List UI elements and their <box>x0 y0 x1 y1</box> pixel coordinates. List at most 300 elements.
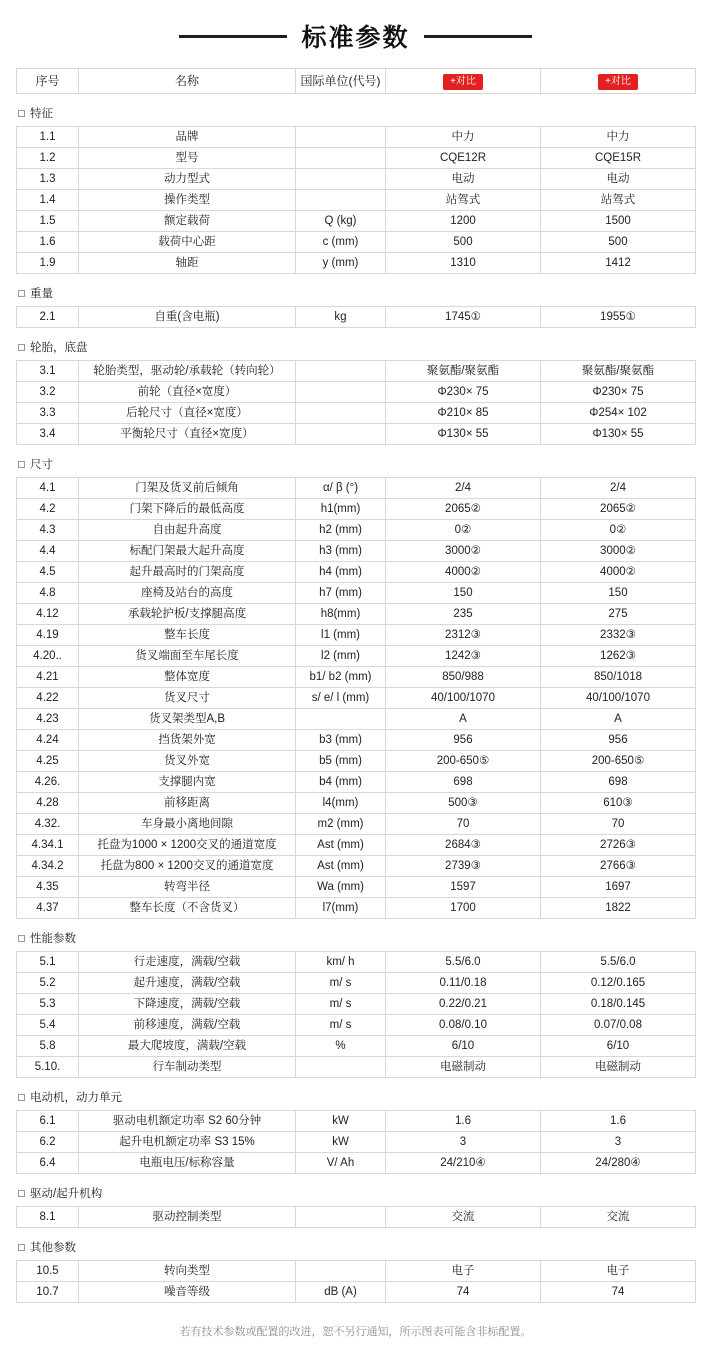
row-number: 4.34.2 <box>17 856 79 877</box>
row-value-model-2: 2065② <box>541 499 696 520</box>
row-number: 4.22 <box>17 688 79 709</box>
table-row <box>17 361 696 382</box>
row-unit: V/ Ah <box>296 1153 386 1174</box>
column-header-unit: 国际单位(代号) <box>296 69 386 94</box>
row-value-model-1: 956 <box>386 730 541 751</box>
row-name: 支撑腿内宽 <box>79 772 296 793</box>
row-name: 托盘为800 × 1200交叉的通道宽度 <box>79 856 296 877</box>
compare-button-model-2[interactable]: +对比 <box>598 74 638 90</box>
section-table <box>16 1110 696 1174</box>
row-number: 4.37 <box>17 898 79 919</box>
row-value-model-1: 698 <box>386 772 541 793</box>
row-value-model-1: 3 <box>386 1132 541 1153</box>
table-row <box>17 1207 696 1228</box>
table-row <box>17 562 696 583</box>
row-name: 载荷中心距 <box>79 232 296 253</box>
row-value-model-1: 1700 <box>386 898 541 919</box>
row-value-model-2: 0.12/0.165 <box>541 973 696 994</box>
row-value-model-1: 500 <box>386 232 541 253</box>
table-row <box>17 898 696 919</box>
table-row <box>17 1057 696 1078</box>
row-value-model-1: Φ130× 55 <box>386 424 541 445</box>
page-title <box>16 0 695 68</box>
row-name: 下降速度，满载/空载 <box>79 994 296 1015</box>
section-header <box>16 1228 695 1260</box>
section-label: 特征 <box>30 108 53 120</box>
row-value-model-1: 中力 <box>386 127 541 148</box>
table-row <box>17 403 696 424</box>
table-row <box>17 667 696 688</box>
row-unit: h2 (mm) <box>296 520 386 541</box>
section-table <box>16 306 696 328</box>
row-value-model-2: 交流 <box>541 1207 696 1228</box>
table-row <box>17 877 696 898</box>
section-header <box>16 445 695 477</box>
row-name: 自由起升高度 <box>79 520 296 541</box>
row-number: 5.2 <box>17 973 79 994</box>
row-number: 6.2 <box>17 1132 79 1153</box>
row-value-model-2: 电磁制动 <box>541 1057 696 1078</box>
row-unit: y (mm) <box>296 253 386 274</box>
table-row <box>17 382 696 403</box>
row-name: 品牌 <box>79 127 296 148</box>
row-value-model-2: 1.6 <box>541 1111 696 1132</box>
row-value-model-1: 电子 <box>386 1261 541 1282</box>
row-value-model-1: 2/4 <box>386 478 541 499</box>
row-name: 自重(含电瓶) <box>79 307 296 328</box>
table-row <box>17 1153 696 1174</box>
row-unit <box>296 148 386 169</box>
row-unit: b4 (mm) <box>296 772 386 793</box>
row-unit: m/ s <box>296 994 386 1015</box>
table-row <box>17 583 696 604</box>
row-number: 4.35 <box>17 877 79 898</box>
row-unit: m2 (mm) <box>296 814 386 835</box>
row-unit <box>296 403 386 424</box>
table-row <box>17 1036 696 1057</box>
row-number: 4.26. <box>17 772 79 793</box>
table-row <box>17 499 696 520</box>
row-value-model-1: 2065② <box>386 499 541 520</box>
row-unit: dB (A) <box>296 1282 386 1303</box>
row-name: 电瓶电压/标称容量 <box>79 1153 296 1174</box>
row-name: 驱动电机额定功率 S2 60分钟 <box>79 1111 296 1132</box>
row-value-model-1: 站驾式 <box>386 190 541 211</box>
row-unit: l2 (mm) <box>296 646 386 667</box>
table-row <box>17 688 696 709</box>
row-number: 4.34.1 <box>17 835 79 856</box>
row-number: 4.28 <box>17 793 79 814</box>
row-number: 5.4 <box>17 1015 79 1036</box>
row-name: 噪音等级 <box>79 1282 296 1303</box>
row-value-model-1: Φ230× 75 <box>386 382 541 403</box>
table-row <box>17 709 696 730</box>
row-value-model-2: 3 <box>541 1132 696 1153</box>
row-name: 货叉尺寸 <box>79 688 296 709</box>
row-name: 货叉端面至车尾长度 <box>79 646 296 667</box>
section-label: 其他参数 <box>30 1242 76 1254</box>
row-value-model-1: 电磁制动 <box>386 1057 541 1078</box>
row-value-model-1: CQE12R <box>386 148 541 169</box>
row-value-model-1: 1242③ <box>386 646 541 667</box>
column-header-no: 序号 <box>17 69 79 94</box>
row-value-model-2: 1412 <box>541 253 696 274</box>
row-name: 托盘为1000 × 1200交叉的通道宽度 <box>79 835 296 856</box>
table-row <box>17 973 696 994</box>
table-row <box>17 253 696 274</box>
row-unit <box>296 190 386 211</box>
row-value-model-2: 6/10 <box>541 1036 696 1057</box>
row-name: 轮胎类型，驱动轮/承载轮（转向轮） <box>79 361 296 382</box>
row-name: 车身最小离地间隙 <box>79 814 296 835</box>
column-header-name: 名称 <box>79 69 296 94</box>
table-row <box>17 190 696 211</box>
row-unit <box>296 127 386 148</box>
row-value-model-2: 1822 <box>541 898 696 919</box>
row-unit: h3 (mm) <box>296 541 386 562</box>
row-value-model-2: A <box>541 709 696 730</box>
row-unit: m/ s <box>296 973 386 994</box>
collapse-box-icon[interactable] <box>18 1094 25 1101</box>
table-header-row <box>17 69 696 94</box>
row-unit: l4(mm) <box>296 793 386 814</box>
row-number: 4.19 <box>17 625 79 646</box>
row-number: 4.1 <box>17 478 79 499</box>
row-unit: Q (kg) <box>296 211 386 232</box>
row-name: 门架下降后的最低高度 <box>79 499 296 520</box>
row-name: 动力型式 <box>79 169 296 190</box>
table-row <box>17 772 696 793</box>
row-name: 门架及货叉前后倾角 <box>79 478 296 499</box>
row-unit <box>296 361 386 382</box>
row-number: 10.7 <box>17 1282 79 1303</box>
row-value-model-1: 聚氨酯/聚氨酯 <box>386 361 541 382</box>
row-value-model-2: Φ230× 75 <box>541 382 696 403</box>
row-value-model-1: A <box>386 709 541 730</box>
row-unit: h7 (mm) <box>296 583 386 604</box>
row-value-model-1: 74 <box>386 1282 541 1303</box>
row-value-model-2: 1955① <box>541 307 696 328</box>
row-unit: h1(mm) <box>296 499 386 520</box>
row-name: 转弯半径 <box>79 877 296 898</box>
row-value-model-2: 70 <box>541 814 696 835</box>
row-value-model-2: 275 <box>541 604 696 625</box>
row-unit: b1/ b2 (mm) <box>296 667 386 688</box>
row-unit: b5 (mm) <box>296 751 386 772</box>
row-name: 标配门架最大起升高度 <box>79 541 296 562</box>
section-table <box>16 126 696 274</box>
row-name: 后轮尺寸（直径×宽度） <box>79 403 296 424</box>
row-name: 挡货架外宽 <box>79 730 296 751</box>
column-header-model-1 <box>386 69 541 94</box>
row-value-model-1: 1745① <box>386 307 541 328</box>
row-number: 4.8 <box>17 583 79 604</box>
section-label: 尺寸 <box>30 459 53 471</box>
row-name: 平衡轮尺寸（直径×宽度） <box>79 424 296 445</box>
row-value-model-2: 200-650⑤ <box>541 751 696 772</box>
row-number: 4.5 <box>17 562 79 583</box>
row-name: 座椅及站台的高度 <box>79 583 296 604</box>
row-name: 起升最高时的门架高度 <box>79 562 296 583</box>
row-value-model-1: 2312③ <box>386 625 541 646</box>
row-number: 1.5 <box>17 211 79 232</box>
table-row <box>17 793 696 814</box>
row-name: 型号 <box>79 148 296 169</box>
row-value-model-1: 3000② <box>386 541 541 562</box>
table-row <box>17 1282 696 1303</box>
section-header <box>16 919 695 951</box>
collapse-box-icon[interactable] <box>18 290 25 297</box>
row-unit: kW <box>296 1132 386 1153</box>
row-value-model-2: 500 <box>541 232 696 253</box>
row-value-model-1: 2684③ <box>386 835 541 856</box>
row-name: 前移速度，满载/空载 <box>79 1015 296 1036</box>
row-name: 前轮（直径×宽度） <box>79 382 296 403</box>
section-header <box>16 1078 695 1110</box>
row-name: 货叉架类型A,B <box>79 709 296 730</box>
row-value-model-1: 0.11/0.18 <box>386 973 541 994</box>
row-number: 3.2 <box>17 382 79 403</box>
page-title-text: 标准参数 <box>301 24 410 52</box>
collapse-box-icon[interactable] <box>18 1244 25 1251</box>
section-table <box>16 477 696 919</box>
row-value-model-1: 0.08/0.10 <box>386 1015 541 1036</box>
row-value-model-2: 24/280④ <box>541 1153 696 1174</box>
row-value-model-2: 2766③ <box>541 856 696 877</box>
section-header <box>16 274 695 306</box>
collapse-box-icon[interactable] <box>18 461 25 468</box>
row-value-model-1: 200-650⑤ <box>386 751 541 772</box>
row-name: 行走速度，满载/空载 <box>79 952 296 973</box>
row-number: 4.32. <box>17 814 79 835</box>
row-unit: km/ h <box>296 952 386 973</box>
row-number: 1.2 <box>17 148 79 169</box>
row-value-model-2: 0.18/0.145 <box>541 994 696 1015</box>
collapse-box-icon[interactable] <box>18 344 25 351</box>
row-value-model-2: 40/100/1070 <box>541 688 696 709</box>
table-row <box>17 1132 696 1153</box>
row-unit: Ast (mm) <box>296 835 386 856</box>
row-unit: h8(mm) <box>296 604 386 625</box>
row-number: 1.9 <box>17 253 79 274</box>
row-name: 轴距 <box>79 253 296 274</box>
row-value-model-2: 2/4 <box>541 478 696 499</box>
row-number: 4.12 <box>17 604 79 625</box>
row-value-model-1: 150 <box>386 583 541 604</box>
section-header <box>16 328 695 360</box>
row-value-model-2: 698 <box>541 772 696 793</box>
row-unit: α/ β (°) <box>296 478 386 499</box>
row-number: 5.10. <box>17 1057 79 1078</box>
row-name: 承载轮护板/支撑腿高度 <box>79 604 296 625</box>
table-row <box>17 520 696 541</box>
row-value-model-2: 850/1018 <box>541 667 696 688</box>
row-value-model-2: 4000② <box>541 562 696 583</box>
row-value-model-2: 中力 <box>541 127 696 148</box>
table-row <box>17 751 696 772</box>
row-number: 4.4 <box>17 541 79 562</box>
table-row <box>17 232 696 253</box>
collapse-box-icon[interactable] <box>18 1190 25 1197</box>
row-unit: kg <box>296 307 386 328</box>
row-number: 1.4 <box>17 190 79 211</box>
row-name: 整体宽度 <box>79 667 296 688</box>
row-name: 整车长度 <box>79 625 296 646</box>
row-value-model-2: 0② <box>541 520 696 541</box>
table-row <box>17 148 696 169</box>
row-value-model-1: 2739③ <box>386 856 541 877</box>
row-unit: l1 (mm) <box>296 625 386 646</box>
row-value-model-2: 74 <box>541 1282 696 1303</box>
row-value-model-2: Φ254× 102 <box>541 403 696 424</box>
row-number: 4.20.. <box>17 646 79 667</box>
row-name: 最大爬坡度，满载/空载 <box>79 1036 296 1057</box>
row-value-model-1: 5.5/6.0 <box>386 952 541 973</box>
row-value-model-1: 1200 <box>386 211 541 232</box>
row-value-model-2: CQE15R <box>541 148 696 169</box>
row-value-model-2: 电子 <box>541 1261 696 1282</box>
row-value-model-1: 4000② <box>386 562 541 583</box>
row-unit <box>296 169 386 190</box>
table-row <box>17 646 696 667</box>
table-row <box>17 307 696 328</box>
collapse-box-icon[interactable] <box>18 935 25 942</box>
spec-sections <box>16 94 695 1303</box>
row-number: 4.23 <box>17 709 79 730</box>
row-value-model-1: Φ210× 85 <box>386 403 541 424</box>
table-row <box>17 541 696 562</box>
column-header-model-2 <box>541 69 696 94</box>
section-table <box>16 951 696 1078</box>
row-value-model-1: 40/100/1070 <box>386 688 541 709</box>
section-label: 重量 <box>30 288 53 300</box>
row-number: 4.24 <box>17 730 79 751</box>
row-number: 6.4 <box>17 1153 79 1174</box>
row-name: 整车长度（不含货叉） <box>79 898 296 919</box>
table-row <box>17 814 696 835</box>
row-value-model-1: 24/210④ <box>386 1153 541 1174</box>
row-unit: m/ s <box>296 1015 386 1036</box>
row-number: 5.3 <box>17 994 79 1015</box>
row-name: 驱动控制类型 <box>79 1207 296 1228</box>
row-value-model-2: 1500 <box>541 211 696 232</box>
table-row <box>17 625 696 646</box>
table-row <box>17 478 696 499</box>
row-value-model-1: 850/988 <box>386 667 541 688</box>
section-table <box>16 360 696 445</box>
row-name: 货叉外宽 <box>79 751 296 772</box>
title-rule-right <box>424 35 532 38</box>
section-header <box>16 94 695 126</box>
row-number: 3.1 <box>17 361 79 382</box>
table-row <box>17 1015 696 1036</box>
section-table <box>16 1260 696 1303</box>
row-value-model-2: 1697 <box>541 877 696 898</box>
spec-table-header <box>16 68 696 94</box>
row-value-model-1: 235 <box>386 604 541 625</box>
row-number: 3.4 <box>17 424 79 445</box>
row-number: 4.21 <box>17 667 79 688</box>
section-header <box>16 1174 695 1206</box>
row-number: 5.8 <box>17 1036 79 1057</box>
row-value-model-1: 1310 <box>386 253 541 274</box>
row-value-model-2: 2726③ <box>541 835 696 856</box>
row-name: 前移距离 <box>79 793 296 814</box>
table-row <box>17 127 696 148</box>
row-value-model-1: 0② <box>386 520 541 541</box>
compare-button-model-1[interactable]: +对比 <box>443 74 483 90</box>
row-unit: c (mm) <box>296 232 386 253</box>
table-row <box>17 994 696 1015</box>
collapse-box-icon[interactable] <box>18 110 25 117</box>
row-unit: b3 (mm) <box>296 730 386 751</box>
row-unit <box>296 1207 386 1228</box>
row-value-model-1: 1.6 <box>386 1111 541 1132</box>
row-value-model-1: 电动 <box>386 169 541 190</box>
row-number: 3.3 <box>17 403 79 424</box>
section-table <box>16 1206 696 1228</box>
row-unit: Ast (mm) <box>296 856 386 877</box>
row-unit: kW <box>296 1111 386 1132</box>
table-row <box>17 169 696 190</box>
table-row <box>17 952 696 973</box>
row-value-model-2: 5.5/6.0 <box>541 952 696 973</box>
row-value-model-1: 1597 <box>386 877 541 898</box>
row-name: 转向类型 <box>79 1261 296 1282</box>
row-unit <box>296 1057 386 1078</box>
row-number: 4.2 <box>17 499 79 520</box>
row-number: 1.6 <box>17 232 79 253</box>
row-number: 4.25 <box>17 751 79 772</box>
row-value-model-2: 956 <box>541 730 696 751</box>
row-value-model-2: 站驾式 <box>541 190 696 211</box>
row-value-model-1: 70 <box>386 814 541 835</box>
section-label: 性能参数 <box>30 933 76 945</box>
row-name: 额定载荷 <box>79 211 296 232</box>
section-label: 电动机，动力单元 <box>30 1092 122 1104</box>
row-value-model-2: 1262③ <box>541 646 696 667</box>
footnote: 若有技术参数或配置的改进，恕不另行通知，所示图表可能含非标配置。 <box>179 1326 532 1338</box>
title-rule-left <box>179 35 287 38</box>
table-row <box>17 856 696 877</box>
section-label: 轮胎，底盘 <box>30 342 88 354</box>
row-number: 5.1 <box>17 952 79 973</box>
row-unit: l7(mm) <box>296 898 386 919</box>
row-name: 操作类型 <box>79 190 296 211</box>
table-row <box>17 211 696 232</box>
row-unit <box>296 424 386 445</box>
row-unit: s/ e/ l (mm) <box>296 688 386 709</box>
row-unit: Wa (mm) <box>296 877 386 898</box>
row-value-model-2: 2332③ <box>541 625 696 646</box>
row-number: 1.3 <box>17 169 79 190</box>
row-value-model-2: 电动 <box>541 169 696 190</box>
row-value-model-2: 150 <box>541 583 696 604</box>
row-name: 行车制动类型 <box>79 1057 296 1078</box>
row-number: 2.1 <box>17 307 79 328</box>
row-unit <box>296 1261 386 1282</box>
row-value-model-1: 0.22/0.21 <box>386 994 541 1015</box>
row-value-model-1: 500③ <box>386 793 541 814</box>
row-number: 6.1 <box>17 1111 79 1132</box>
row-number: 8.1 <box>17 1207 79 1228</box>
section-label: 驱动/起升机构 <box>30 1188 103 1200</box>
row-value-model-1: 6/10 <box>386 1036 541 1057</box>
row-number: 4.3 <box>17 520 79 541</box>
row-value-model-2: 聚氨酯/聚氨酯 <box>541 361 696 382</box>
table-row <box>17 730 696 751</box>
row-value-model-2: 0.07/0.08 <box>541 1015 696 1036</box>
